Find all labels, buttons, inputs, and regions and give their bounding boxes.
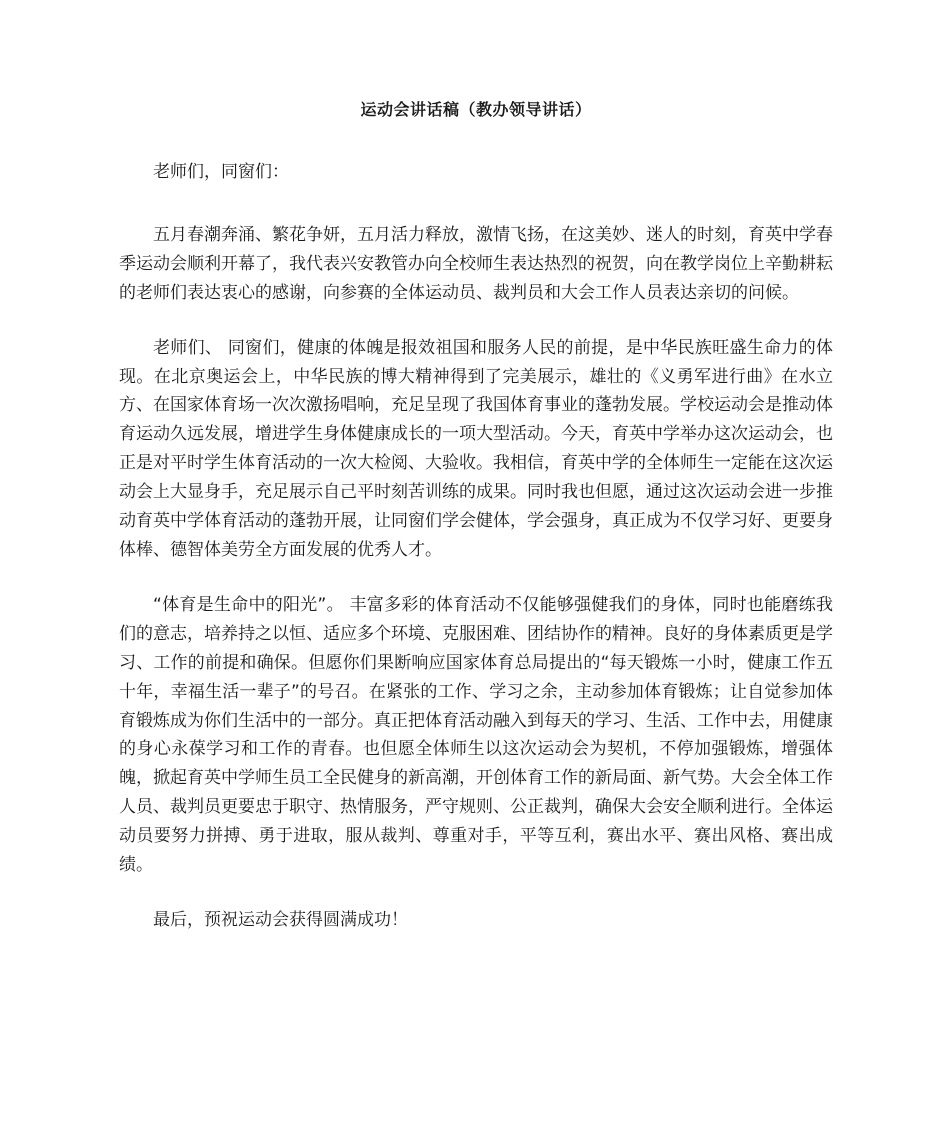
paragraph-health: 老师们、 同窗们，健康的体魄是报效祖国和服务人民的前提，是中华民族旺盛生命力的体现。在北京奥运会上，中华民族的博大精神得到了完美展示，雄壮的《义勇军进行曲》在水立方、在国家体育场一次次激扬唱响，充足呈现了我国体育事业的蓬勃发展。学校运动会是推动体育运动久远发展，增进学生身体健康成长的一项大型活动。今天，育英中学举办这次运动会，也正是对平时学生体育活动的一次大检阅、大验收。我相信，育英中学的全体师生一定能在这次运动会上大显身手，充足展示自己平时刻苦训练的成果。同时我也但愿，通过这次运动会进一步推动育英中学体育活动的蓬勃开展，让同窗们学会健体，学会强身，真正成为不仅学习好、更要身体棒、德智体美劳全方面发展的优秀人才。 [119,337,833,560]
document-title: 运动会讲话稿（教办领导讲话） [360,100,592,119]
greeting: 老师们，同窗们： [153,162,289,182]
document-body [119,96,833,961]
paragraph-sports-sunshine: “体育是生命中的阳光”。 丰富多彩的体育活动不仅能够强健我们的身体，同时也能磨练我们的意志，培养持之以恒、适应多个环境、克服困难、团结协作的精神。良好的身体素质更是学习、工作的前提和确保。但愿你们果断响应国家体育总局提出的“每天锻炼一小时，健康工作五十年，幸福生活一辈子”的号召。在紧张的工作、学习之余，主动参加体育锻炼；让自觉参加体育锻炼成为你们生活中的一部分。真正把体育活动融入到每天的学习、生活、工作中去，用健康的身心永葆学习和工作的青春。也但愿全体师生以这次运动会为契机，不停加强锻炼，增强体魄，掀起育英中学师生员工全民健身的新高潮，开创体育工作的新局面、新气势。大会全体工作人员、裁判员更要忠于职守、热情服务，严守规则、公正裁判，确保大会安全顺利进行。全体运动员要努力拼搏、勇于进取，服从裁判、尊重对手，平等互利，赛出水平、赛出风格、赛出成绩。 [119,594,833,876]
paragraph-closing: 最后，预祝运动会获得圆满成功！ [153,909,408,930]
paragraph-opening: 五月春潮奔涌、繁花争妍，五月活力释放，激情飞扬，在这美妙、迷人的时刻，育英中学春季运动会顺利开幕了，我代表兴安教管办向全校师生表达热烈的祝贺，向在教学岗位上辛勤耕耘的老师们表达衷心的感谢，向参赛的全体运动员、裁判员和大会工作人员表达亲切的问候。 [119,224,833,303]
